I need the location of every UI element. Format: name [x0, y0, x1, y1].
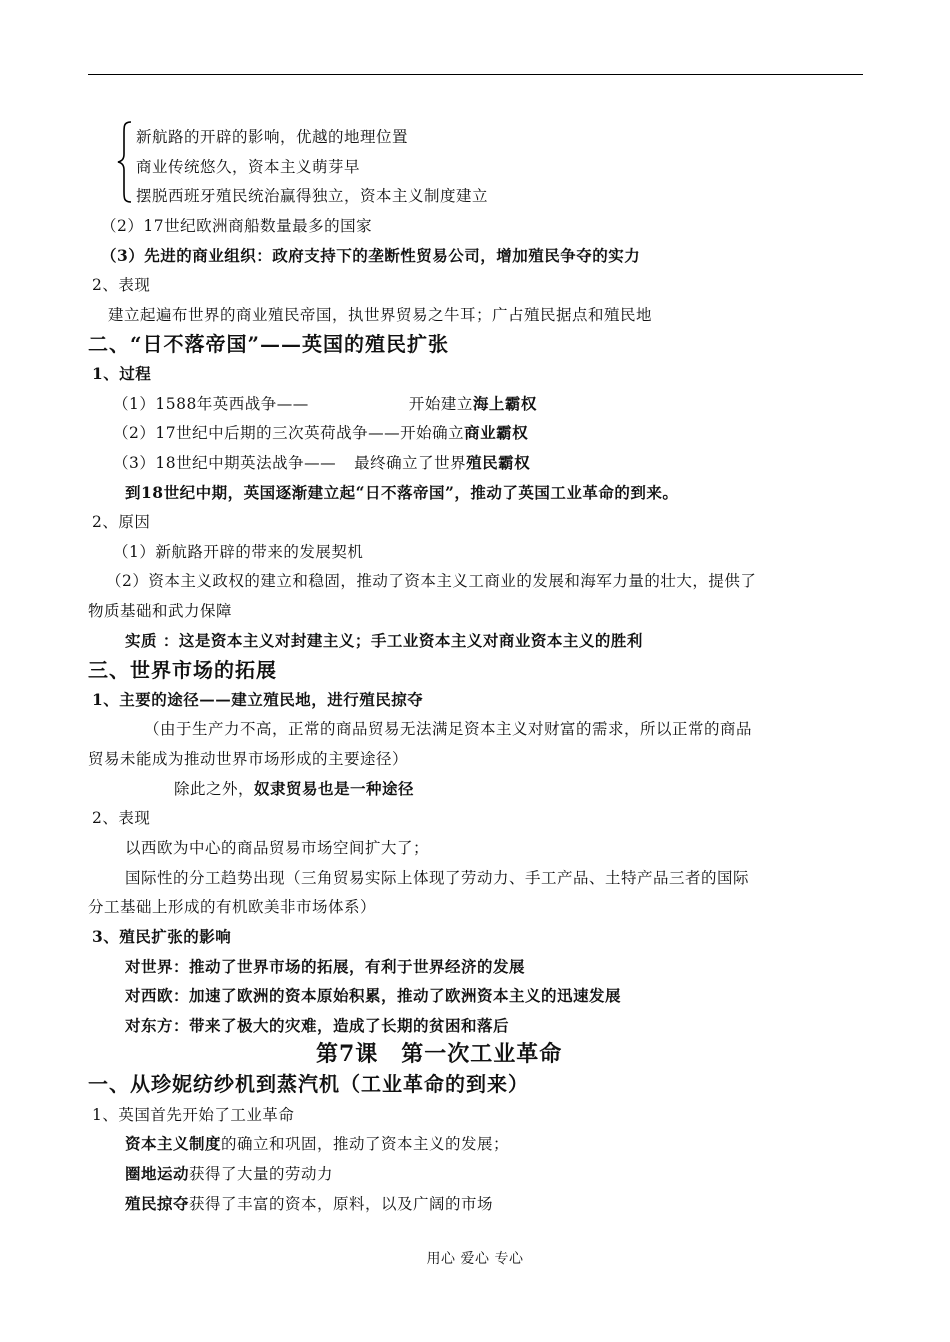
manifest-2: 国际性的分工趋势出现（三角贸易实际上体现了劳动力、手工产品、土特产品三者的国际	[125, 869, 750, 887]
process-item-3	[113, 453, 530, 473]
performance-text: 建立起遍布世界的商业殖民帝国，执世界贸易之牛耳；广占殖民据点和殖民地	[108, 306, 653, 324]
britain-reason-3-text: 获得了丰富的资本，原料，以及广阔的市场	[189, 1195, 494, 1213]
britain-reason-3	[125, 1194, 493, 1214]
impact-east: 对东方：带来了极大的灾难，造成了长期的贫困和落后	[125, 1016, 510, 1035]
item-3: （3）先进的商业组织：政府支持下的垄断性贸易公司，增加殖民争夺的实力	[101, 246, 641, 265]
cause-2: （2）资本主义政权的建立和稳固，推动了资本主义工商业的发展和海军力量的壮大，提供了	[106, 572, 757, 590]
subheading-process: 1、过程	[92, 364, 152, 383]
process-item-3-text: （3）18世纪中期英法战争——	[113, 454, 337, 472]
britain-reason-2	[125, 1164, 333, 1184]
essence-line: 实质 ：这是资本主义对封建主义；手工业资本主义对商业资本主义的胜利	[125, 631, 643, 650]
britain-reason-1-key: 资本主义制度	[125, 1134, 222, 1153]
process-item-2	[113, 423, 528, 443]
route-note: （由于生产力不高，正常的商品贸易无法满足资本主义对财富的需求，所以正常的商品	[144, 720, 753, 738]
impact-west-europe: 对西欧：加速了欧洲的资本原始积累，推动了欧洲资本主义的迅速发展	[125, 986, 622, 1005]
britain-reason-1	[125, 1134, 509, 1154]
process-item-3-key: 殖民霸权	[466, 453, 531, 472]
factor-line-2: 商业传统悠久，资本主义萌芽早	[136, 158, 361, 176]
factor-line-3: 摆脱西班牙殖民统治赢得独立，资本主义制度建立	[136, 187, 489, 205]
subheading-britain-first: 1、英国首先开始了工业革命	[92, 1106, 295, 1124]
britain-reason-2-key: 圈地运动	[125, 1164, 190, 1183]
process-item-1-key: 海上霸权	[472, 394, 537, 413]
route-extra-key: 奴隶贸易也是一种途径	[254, 779, 415, 798]
process-item-2-text: （2）17世纪中后期的三次英荷战争——开始确立	[113, 424, 465, 442]
factor-line-1: 新航路的开辟的影响，优越的地理位置	[136, 128, 409, 146]
cause-2-cont: 物质基础和武力保障	[88, 602, 233, 620]
manifest-2-cont: 分工基础上形成的有机欧美非市场体系）	[88, 898, 377, 916]
subheading-impact: 3、殖民扩张的影响	[92, 927, 232, 946]
route-note-cont: 贸易未能成为推动世界市场形成的主要途径）	[88, 750, 409, 768]
process-item-2-key: 商业霸权	[464, 423, 529, 442]
britain-reason-3-key: 殖民掠夺	[125, 1194, 190, 1213]
section-heading-lesson7-1: 一、从珍妮纺纱机到蒸汽机（工业革命的到来）	[88, 1072, 529, 1096]
manifest-1: 以西欧为中心的商品贸易市场空间扩大了；	[125, 839, 430, 857]
cause-1: （1）新航路开辟的带来的发展契机	[113, 543, 364, 561]
process-item-3-mid: 最终确立了世界	[354, 454, 467, 472]
page-footer: 用心 爱心 专心	[426, 1251, 524, 1267]
section-heading-2: 二、“日不落帝国”——英国的殖民扩张	[88, 332, 450, 356]
left-brace-icon	[117, 120, 135, 204]
item-2: （2）17世纪欧洲商船数量最多的国家	[101, 217, 373, 235]
process-item-1-text: （1）1588年英西战争——	[113, 395, 309, 413]
process-item-1	[113, 394, 537, 414]
header-rule	[88, 74, 863, 75]
process-item-1-mid: 开始建立	[408, 395, 473, 413]
impact-world: 对世界：推动了世界市场的拓展，有利于世界经济的发展	[125, 957, 526, 976]
route-extra-prefix: 除此之外，	[174, 780, 255, 798]
britain-reason-2-text: 获得了大量的劳动力	[189, 1165, 334, 1183]
subheading-manifest: 2、表现	[92, 809, 151, 827]
process-summary: 到18世纪中期，英国逐渐建立起“日不落帝国”，推动了英国工业革命的到来。	[125, 483, 679, 502]
route-extra	[174, 779, 414, 799]
subheading-causes: 2、原因	[92, 513, 151, 531]
section-heading-3: 三、世界市场的拓展	[88, 658, 277, 682]
britain-reason-1-text: 的确立和巩固，推动了资本主义的发展；	[221, 1135, 510, 1153]
lesson-title: 第7课 第一次工业革命	[316, 1041, 563, 1067]
subheading-performance: 2、表现	[92, 276, 151, 294]
subheading-main-route: 1、主要的途径——建立殖民地，进行殖民掠夺	[92, 690, 424, 709]
